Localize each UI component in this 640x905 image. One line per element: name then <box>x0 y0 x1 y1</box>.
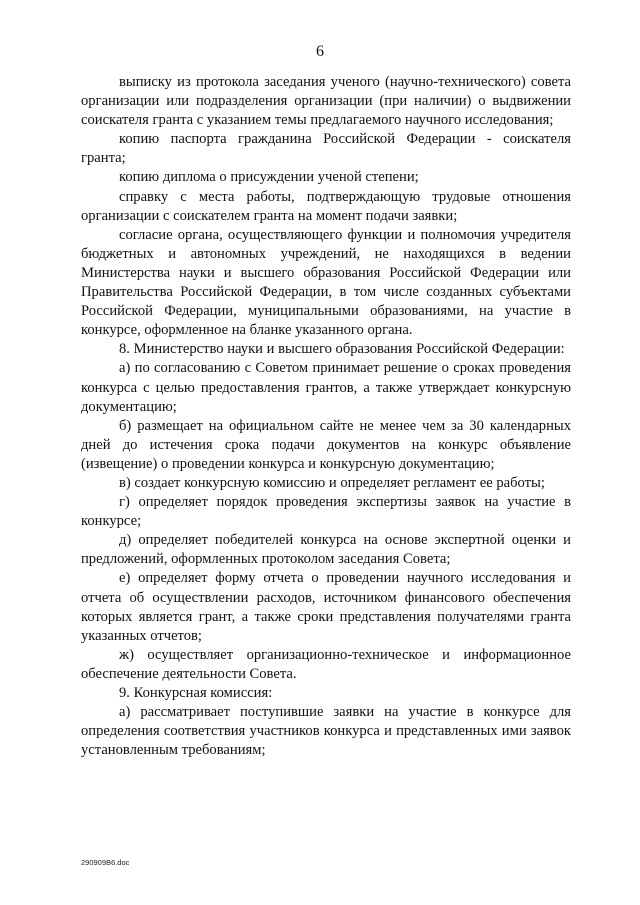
paragraph-employment-certificate: справку с места работы, подтверждающую трудовые отношения организации с соискателем гранта на момент подачи заявки; <box>81 188 571 224</box>
paragraph-8b: б) размещает на официальном сайте не менее чем за 30 календарных дней до истечения срока подачи документов на конкурс объявление (извещение) о проведении конкурса и конкурсную документацию; <box>81 417 571 472</box>
paragraph-section-8-heading: 8. Министерство науки и высшего образования Российской Федерации: <box>119 341 565 358</box>
document-body <box>81 73 571 760</box>
paragraph-diploma-copy: копию диплома о присуждении ученой степени; <box>119 169 419 186</box>
paragraph-8v: в) создает конкурсную комиссию и определяет регламент ее работы; <box>119 474 545 491</box>
page-number: 6 <box>316 43 324 60</box>
footer-filename: 290909В6.doc <box>81 858 130 867</box>
paragraph-section-9-heading: 9. Конкурсная комиссия: <box>119 685 273 701</box>
paragraph-8d: д) определяет победителей конкурса на основе экспертной оценки и предложений, оформленных протоколом заседания Совета; <box>81 532 571 568</box>
paragraph-8g: г) определяет порядок проведения экспертизы заявок на участие в конкурсе; <box>81 494 571 530</box>
paragraph-passport-copy: копию паспорта гражданина Российской Федерации - соискателя гранта; <box>81 131 571 167</box>
paragraph-founder-consent: согласие органа, осуществляющего функции и полномочия учредителя бюджетных и автономных учреждений, не находящихся в ведении Министерства науки и высшего образования Российской Федерации или Правительства Российской Федерации, в том числе созданных субъектами Российской Федерации, муниципальными образованиями, на участие в конкурсе, оформленное на бланке указанного органа. <box>81 226 571 339</box>
paragraph-8e: е) определяет форму отчета о проведении научного исследования и отчета об осуществлении расходов, источником финансового обеспечения которых является грант, а также сроки представления получателями гранта указанных отчетов; <box>81 570 571 644</box>
paragraph-protocol-extract: выписку из протокола заседания ученого (научно-технического) совета организации или подразделения организации (при наличии) о выдвижении соискателя гранта с указанием темы предлагаемого научного исследования; <box>81 74 571 129</box>
paragraph-9a: а) рассматривает поступившие заявки на участие в конкурсе для определения соответствия участников конкурса и представленных ими заявок установленным требованиям; <box>81 704 571 759</box>
paragraph-8zh: ж) осуществляет организационно-техническое и информационное обеспечение деятельности Совета. <box>81 646 571 682</box>
paragraph-8a: а) по согласованию с Советом принимает решение о сроках проведения конкурса с целью предоставления грантов, а также утверждает конкурсную документацию; <box>81 360 571 415</box>
